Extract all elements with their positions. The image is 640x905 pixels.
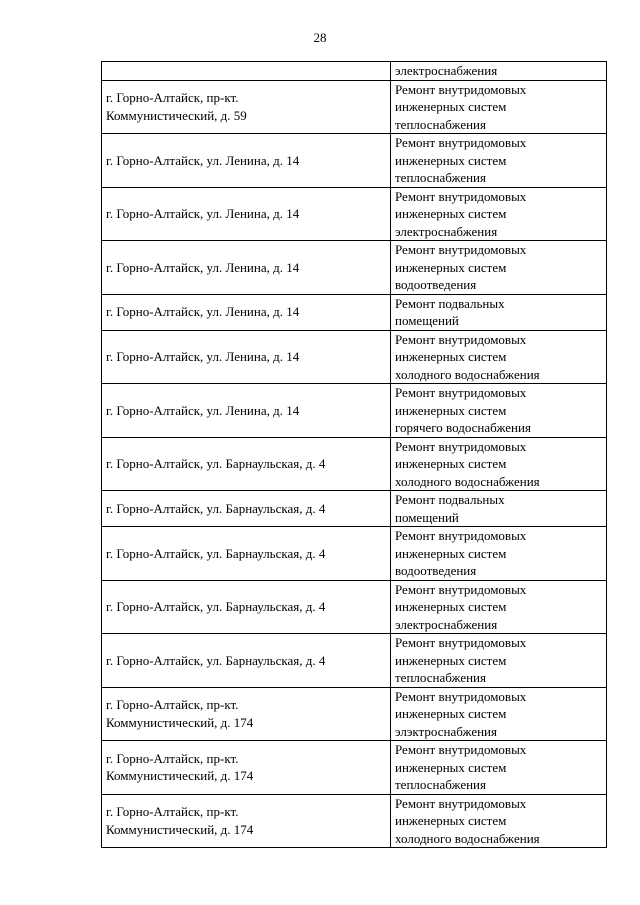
address-cell: [102, 384, 391, 438]
address-cell: [102, 187, 391, 241]
address-line: г. Горно-Алтайск, пр-кт.: [106, 697, 239, 713]
table-row: [102, 62, 607, 81]
work-line: электроснабжения: [395, 616, 498, 632]
table-row: [102, 580, 607, 634]
page-number: 28: [313, 30, 327, 45]
table-row: [102, 687, 607, 741]
repair-works-table: [101, 61, 607, 848]
work-cell: [391, 62, 607, 81]
table-row: [102, 491, 607, 527]
work-cell: [391, 134, 607, 188]
address-cell: [102, 634, 391, 688]
address-cell: [102, 491, 391, 527]
table-row: [102, 794, 607, 848]
address-cell: [102, 687, 391, 741]
address-line: г. Горно-Алтайск, ул. Ленина, д. 14: [106, 349, 300, 364]
table-row: [102, 741, 607, 795]
work-line: Ремонт подвальных: [395, 295, 505, 311]
address-cell: [102, 294, 391, 330]
address-line: г. Горно-Алтайск, ул. Барнаульская, д. 4: [106, 456, 326, 471]
table-row: [102, 187, 607, 241]
work-cell: [391, 437, 607, 491]
work-line: теплоснабжения: [395, 116, 486, 132]
address-cell: [102, 62, 391, 81]
address-line: Коммунистический, д. 174: [106, 768, 254, 784]
address-line: г. Горно-Алтайск, пр-кт.: [106, 804, 239, 820]
work-line: элэктроснабжения: [395, 723, 497, 739]
work-line: холодного водоснабжения: [395, 473, 540, 489]
work-line: холодного водоснабжения: [395, 366, 540, 382]
address-cell: [102, 794, 391, 848]
work-line: Ремонт внутридомовых: [395, 635, 527, 650]
work-line: холодного водоснабжения: [395, 830, 540, 846]
address-line: Коммунистический, д. 174: [106, 714, 254, 730]
work-line: теплоснабжения: [395, 170, 486, 185]
work-line: инженерных систем: [395, 706, 507, 721]
address-line: г. Горно-Алтайск, ул. Барнаульская, д. 4: [106, 652, 326, 668]
address-cell: [102, 134, 391, 188]
address-line: г. Горно-Алтайск, ул. Барнаульская, д. 4: [106, 500, 326, 516]
work-cell: [391, 187, 607, 241]
work-line: инженерных систем: [395, 99, 507, 114]
work-line: инженерных систем: [395, 599, 507, 614]
address-line: г. Горно-Алтайск, ул. Барнаульская, д. 4: [106, 545, 326, 561]
table-row: [102, 634, 607, 688]
work-cell: [391, 241, 607, 295]
work-line: помещений: [395, 313, 459, 328]
address-cell: [102, 580, 391, 634]
work-line: инженерных систем: [395, 152, 507, 168]
work-line: Ремонт внутридомовых: [395, 795, 527, 811]
work-line: инженерных систем: [395, 813, 507, 828]
table-row: [102, 80, 607, 134]
work-line: Ремонт внутридомовых: [395, 188, 527, 204]
table-row: [102, 294, 607, 330]
work-line: инженерных систем: [395, 456, 507, 471]
address-line: Коммунистический, д. 174: [106, 821, 254, 837]
address-line: г. Горно-Алтайск, ул. Ленина, д. 14: [106, 152, 300, 168]
work-cell: [391, 634, 607, 688]
address-line: г. Горно-Алтайск, ул. Барнаульская, д. 4: [106, 599, 326, 614]
work-line: Ремонт внутридомовых: [395, 688, 527, 704]
table-row: [102, 437, 607, 491]
table-row: [102, 330, 607, 384]
address-cell: [102, 437, 391, 491]
work-line: помещений: [395, 509, 459, 525]
work-line: Ремонт внутридомовых: [395, 81, 527, 97]
work-line: инженерных систем: [395, 206, 507, 221]
work-cell: [391, 687, 607, 741]
work-cell: [391, 580, 607, 634]
table-row: [102, 134, 607, 188]
work-line: инженерных систем: [395, 259, 507, 275]
address-line: г. Горно-Алтайск, ул. Ленина, д. 14: [106, 304, 300, 320]
work-line: горячего водоснабжения: [395, 420, 531, 435]
table-row: [102, 527, 607, 581]
work-line: инженерных систем: [395, 652, 507, 668]
work-line: теплоснабжения: [395, 777, 486, 792]
address-line: г. Горно-Алтайск, пр-кт.: [106, 750, 239, 766]
address-line: г. Горно-Алтайск, ул. Ленина, д. 14: [106, 402, 300, 418]
table-body: [102, 62, 607, 848]
work-line: Ремонт внутридомовых: [395, 331, 527, 347]
work-line: Ремонт внутридомовых: [395, 742, 527, 757]
address-cell: [102, 527, 391, 581]
work-cell: [391, 527, 607, 581]
work-line: электроснабжения: [395, 223, 498, 239]
work-cell: [391, 80, 607, 134]
work-line: инженерных систем: [395, 349, 507, 364]
work-line: теплоснабжения: [395, 670, 486, 685]
work-cell: [391, 384, 607, 438]
work-cell: [391, 741, 607, 795]
address-line: г. Горно-Алтайск, пр-кт.: [106, 90, 239, 106]
address-cell: [102, 741, 391, 795]
work-line: инженерных систем: [395, 402, 507, 418]
address-line: Коммунистический, д. 59: [106, 107, 247, 123]
work-line: Ремонт внутридомовых: [395, 528, 527, 543]
work-line: Ремонт внутридомовых: [395, 385, 527, 400]
work-line: электроснабжения: [395, 63, 498, 78]
work-line: инженерных систем: [395, 545, 507, 561]
work-cell: [391, 491, 607, 527]
address-cell: [102, 330, 391, 384]
work-line: Ремонт внутридомовых: [395, 581, 527, 597]
address-cell: [102, 80, 391, 134]
table-row: [102, 241, 607, 295]
work-cell: [391, 294, 607, 330]
work-line: Ремонт внутридомовых: [395, 438, 527, 454]
work-cell: [391, 794, 607, 848]
address-line: г. Горно-Алтайск, ул. Ленина, д. 14: [106, 206, 300, 221]
work-cell: [391, 330, 607, 384]
work-line: водоотведения: [395, 563, 477, 578]
work-line: водоотведения: [395, 277, 477, 292]
address-cell: [102, 241, 391, 295]
work-line: Ремонт внутридомовых: [395, 242, 527, 257]
work-line: Ремонт подвальных: [395, 492, 505, 507]
work-line: Ремонт внутридомовых: [395, 135, 527, 150]
table-row: [102, 384, 607, 438]
work-line: инженерных систем: [395, 759, 507, 775]
address-line: г. Горно-Алтайск, ул. Ленина, д. 14: [106, 259, 300, 275]
